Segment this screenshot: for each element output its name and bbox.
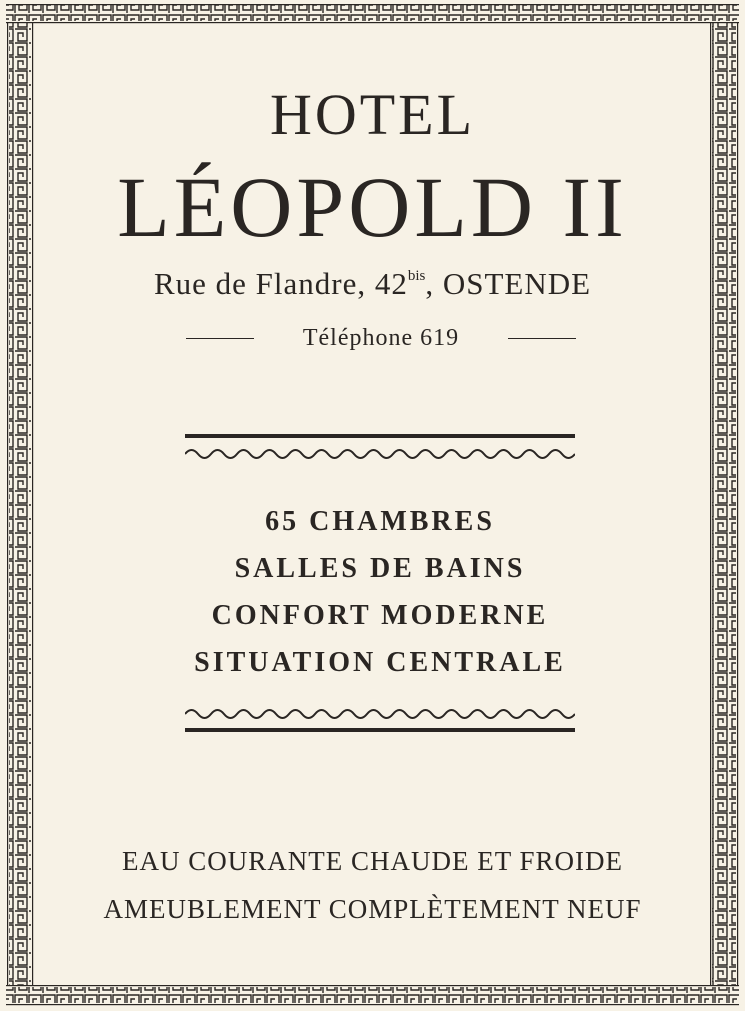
left-rule (186, 338, 254, 339)
amenity-hot-cold-water: EAU COURANTE CHAUDE ET FROIDE (122, 846, 623, 876)
feature-comfort: CONFORT MODERNE (211, 600, 549, 631)
features-list (185, 498, 575, 686)
hotel-address (40, 268, 705, 299)
feature-bathrooms: SALLES DE BAINS (234, 553, 526, 584)
feature-location: SITUATION CENTRALE (194, 647, 566, 678)
telephone-row (186, 323, 576, 353)
advertisement-content (40, 40, 705, 970)
bottom-wave-ornament (185, 702, 575, 738)
top-wave-ornament (185, 430, 575, 466)
feature-rooms: 65 CHAMBRES (265, 506, 495, 537)
amenity-new-furniture: AMEUBLEMENT COMPLÈTEMENT NEUF (103, 894, 642, 924)
address-superscript: bis (407, 268, 426, 284)
telephone-number: Téléphone 619 (302, 324, 460, 351)
address-street: Rue de Flandre, 42 (153, 266, 408, 301)
address-city: , OSTENDE (425, 266, 592, 301)
hotel-heading: HOTEL (269, 82, 476, 147)
hotel-name: LÉOPOLD II (117, 159, 628, 255)
right-rule (508, 338, 576, 339)
